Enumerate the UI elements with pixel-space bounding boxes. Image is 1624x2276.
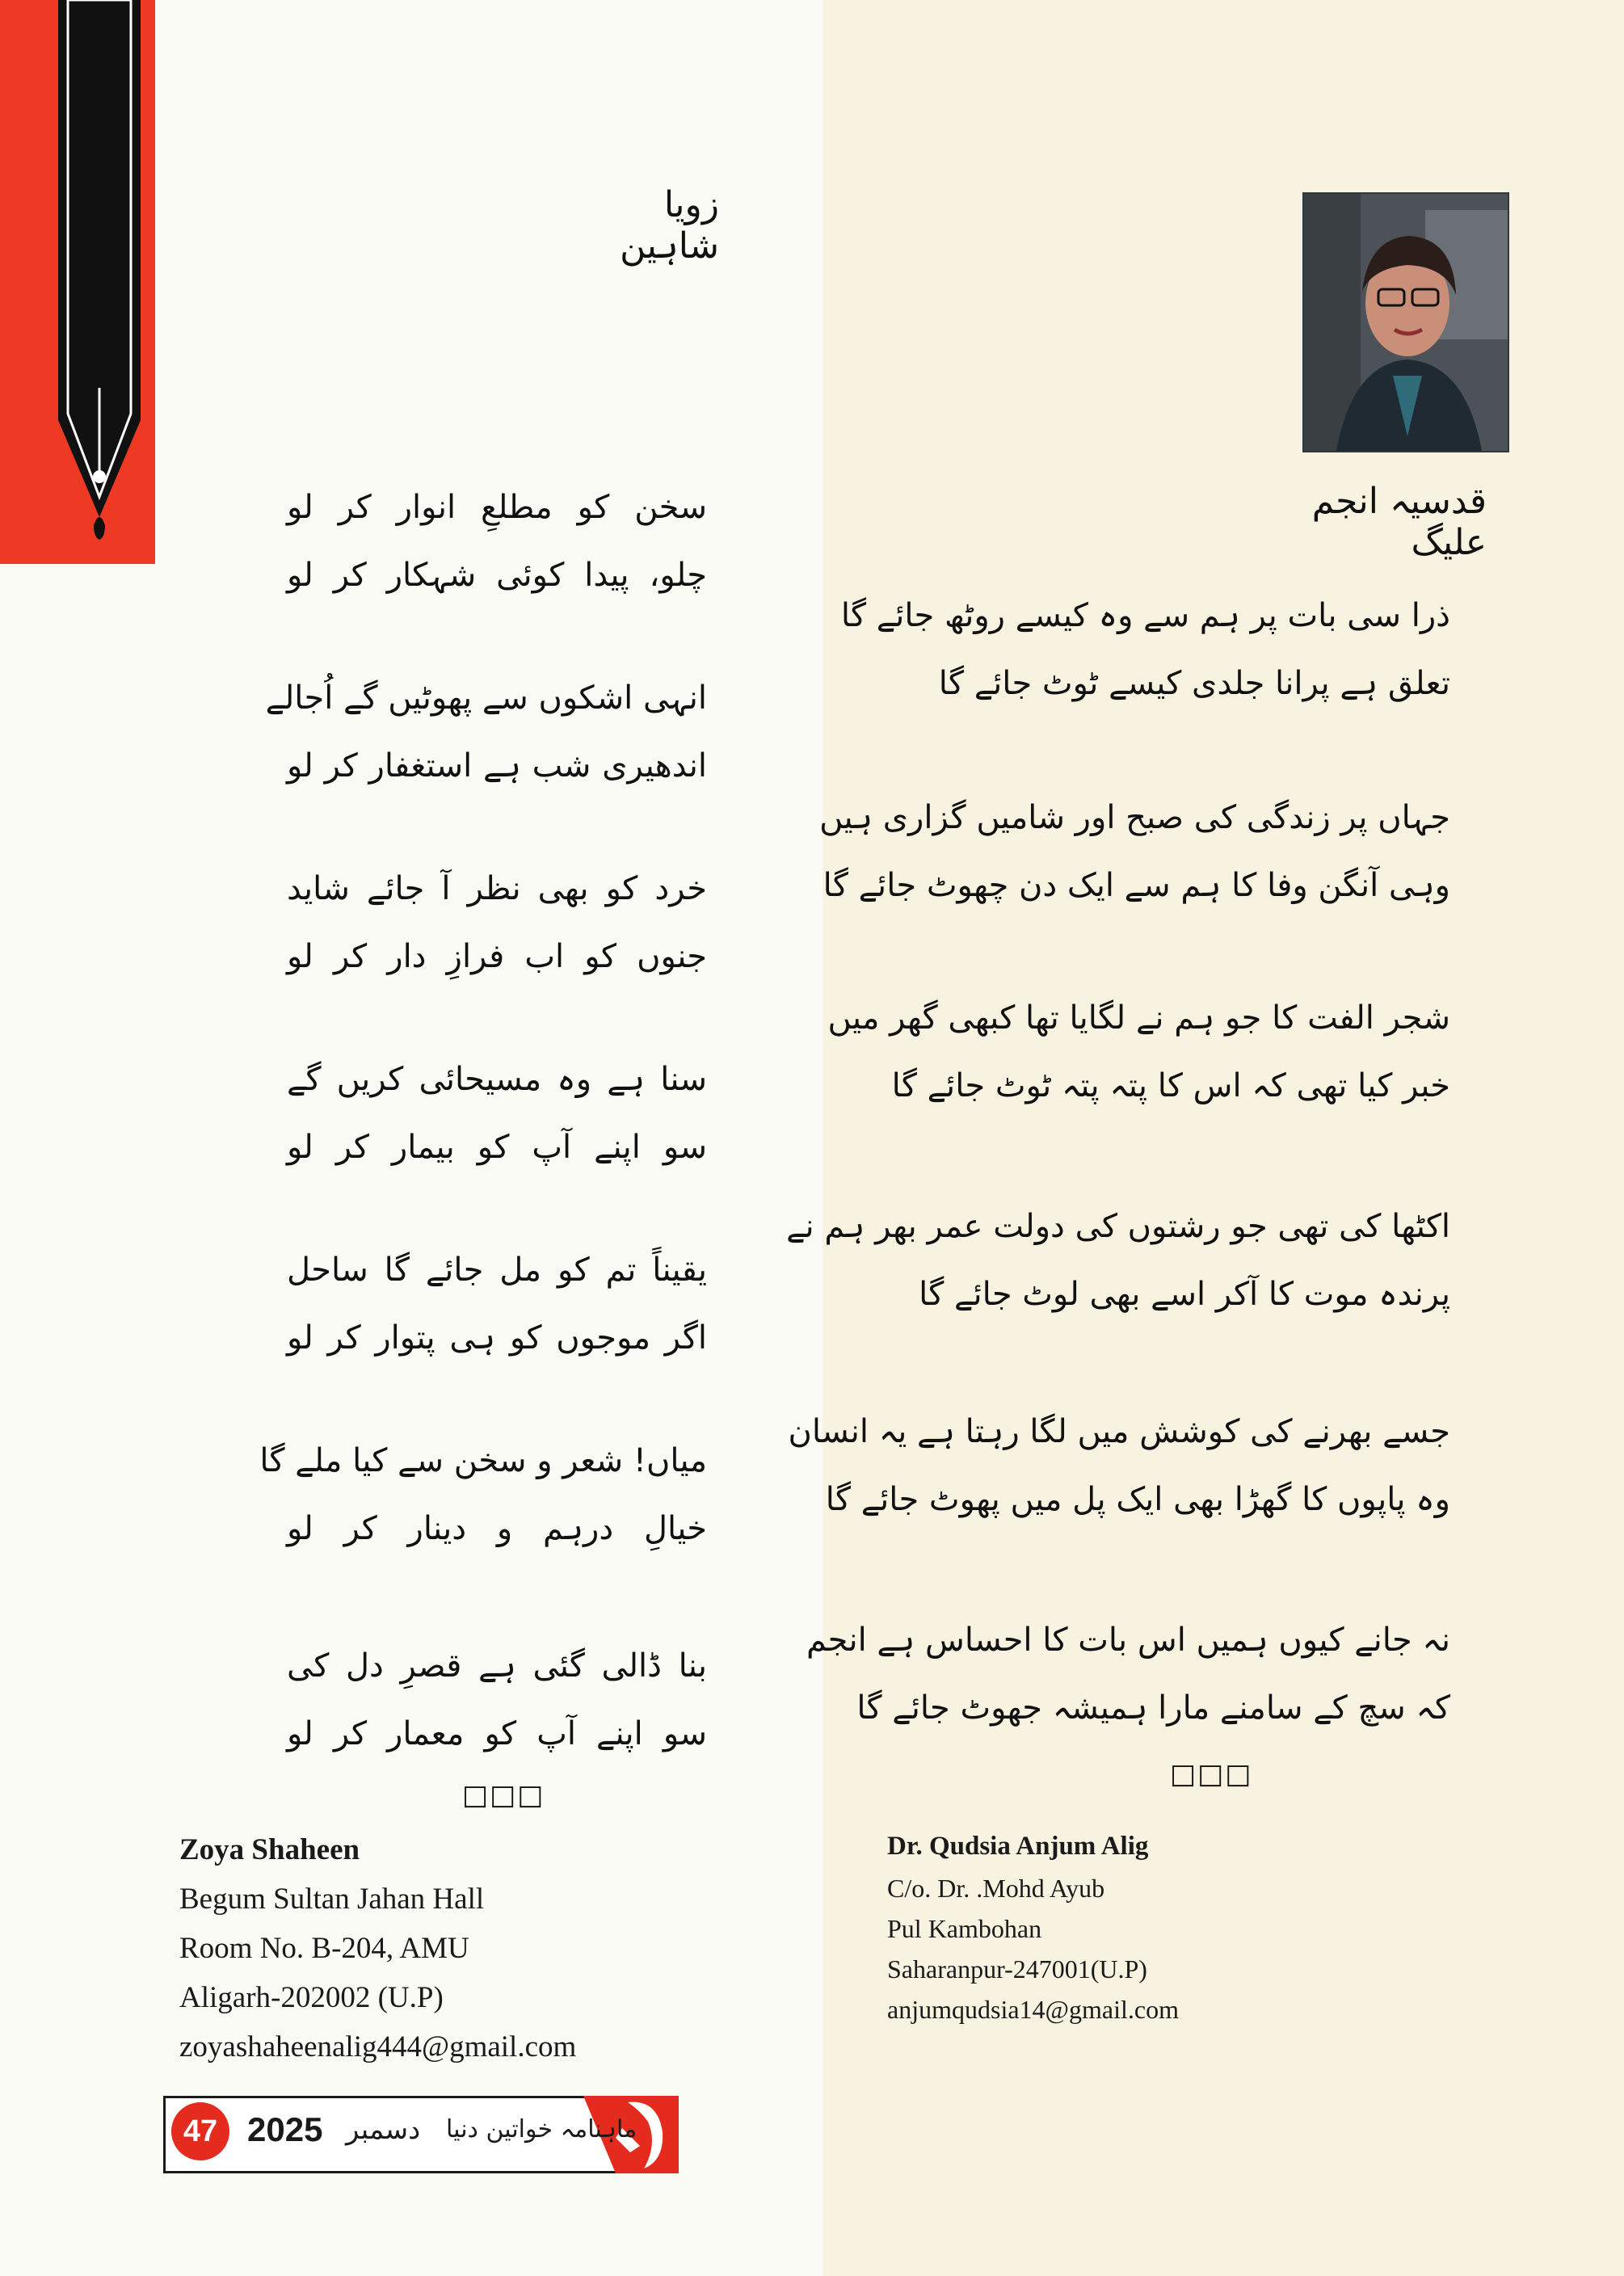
couplet [287,1236,707,1372]
verse-line: خبر کیا تھی کہ اس کا پتہ پتہ ٹوٹ جائے گا [891,1067,1450,1104]
couplet [287,473,707,609]
left-poet-title: زویا شاہین [620,184,719,267]
author-name: Dr. Qudsia Anjum Alig [887,1832,1149,1861]
address-line: Aligarh-202002 (U.P) [179,1981,444,2014]
verse-line: خرد کو بھی نظر آ جائے شاید [287,870,707,907]
address-line: C/o. Dr. .Mohd Ayub [887,1874,1105,1903]
email-link[interactable]: anjumqudsia14@gmail.com [887,1995,1179,2024]
verse-line: وہ پاپوں کا گھڑا بھی ایک پل میں پھوٹ جائے گا [825,1481,1450,1518]
verse-line: جسے بھرنے کی کوشش میں لگا رہتا ہے یہ انسان [788,1413,1450,1450]
verse-line: جنوں کو اب فرازِ دار کر لو [287,938,707,975]
magazine-name: ماہنامہ خواتین دنیا [446,2115,637,2143]
address-line: Pul Kambohan [887,1914,1042,1943]
verse-line: ذرا سی بات پر ہم سے وہ کیسے روٹھ جائے گا [840,597,1450,634]
verse-line: انہی اشکوں سے پھوٹیں گے اُجالے [265,679,707,717]
verse-line: خیالِ درہم و دینار کر لو [287,1510,707,1547]
poet-photo [1302,192,1509,452]
verse-line: کہ سچ کے سامنے مارا ہمیشہ جھوٹ جائے گا [856,1689,1450,1727]
couplet [827,984,1450,1120]
issue-year: 2025 [247,2110,323,2148]
verse-line: سو اپنے آپ کو معمار کر لو [287,1715,707,1752]
right-poet-title: قدسیہ انجم علیگ [1311,481,1487,563]
couplet [819,784,1450,919]
email-link[interactable]: zoyashaheenalig444@gmail.com [179,2030,577,2064]
verse-line: اگر موجوں کو ہی پتوار کر لو [287,1319,707,1357]
verse-line: نہ جانے کیوں ہمیں اس بات کا احساس ہے انجم [806,1622,1450,1659]
couplet [265,664,707,800]
section-separator: □□□ [1170,1758,1253,1790]
page-footer [163,2096,679,2173]
verse-line: سو اپنے آپ کو بیمار کر لو [287,1129,707,1166]
verse-line: جہاں پر زندگی کی صبح اور شامیں گزاری ہیں [819,799,1450,836]
couplet [287,855,707,991]
verse-line: چلو، پیدا کوئی شہکار کر لو [287,557,707,594]
verse-line: وہی آنگن وفا کا ہم سے ایک دن چھوٹ جائے گا [823,867,1450,904]
page-number: 47 [171,2102,229,2160]
address-block-right [887,1824,1179,2030]
section-separator: □□□ [462,1779,545,1811]
address-line: Begum Sultan Jahan Hall [179,1883,485,1916]
couplet [287,1632,707,1768]
couplet [788,1398,1450,1533]
verse-line: میاں! شعر و سخن سے کیا ملے گا [259,1442,707,1479]
couplet [786,1193,1450,1328]
verse-line: اندھیری شب ہے استغفار کر لو [287,747,707,785]
address-line: Room No. B-204, AMU [179,1932,469,1965]
verse-line: بنا ڈالی گئی ہے قصرِ دل کی [287,1647,707,1685]
issue-month: دسمبر [346,2114,421,2146]
couplet [806,1606,1450,1742]
verse-line: اکٹھا کی تھی جو رشتوں کی دولت عمر بھر ہم نے [786,1208,1450,1245]
address-line: Saharanpur-247001(U.P) [887,1954,1147,1984]
couplet [287,1045,707,1181]
author-name: Zoya Shaheen [179,1833,360,1866]
couplet [840,582,1450,717]
verse-line: پرندہ موت کا آکر اسے بھی لوٹ جائے گا [919,1276,1450,1313]
verse-line: تعلق ہے پرانا جلدی کیسے ٹوٹ جائے گا [938,665,1450,702]
banner-label: حسنِ سخن [86,217,123,373]
verse-line: سنا ہے وہ مسیحائی کریں گے [287,1061,707,1098]
address-block-left [179,1826,576,2072]
verse-line: شجر الفت کا جو ہم نے لگایا تھا کبھی گھر میں [827,999,1450,1037]
couplet [259,1427,707,1563]
verse-line: یقیناً تم کو مل جائے گا ساحل [287,1252,707,1289]
verse-line: سخن کو مطلعِ انوار کر لو [287,489,707,526]
